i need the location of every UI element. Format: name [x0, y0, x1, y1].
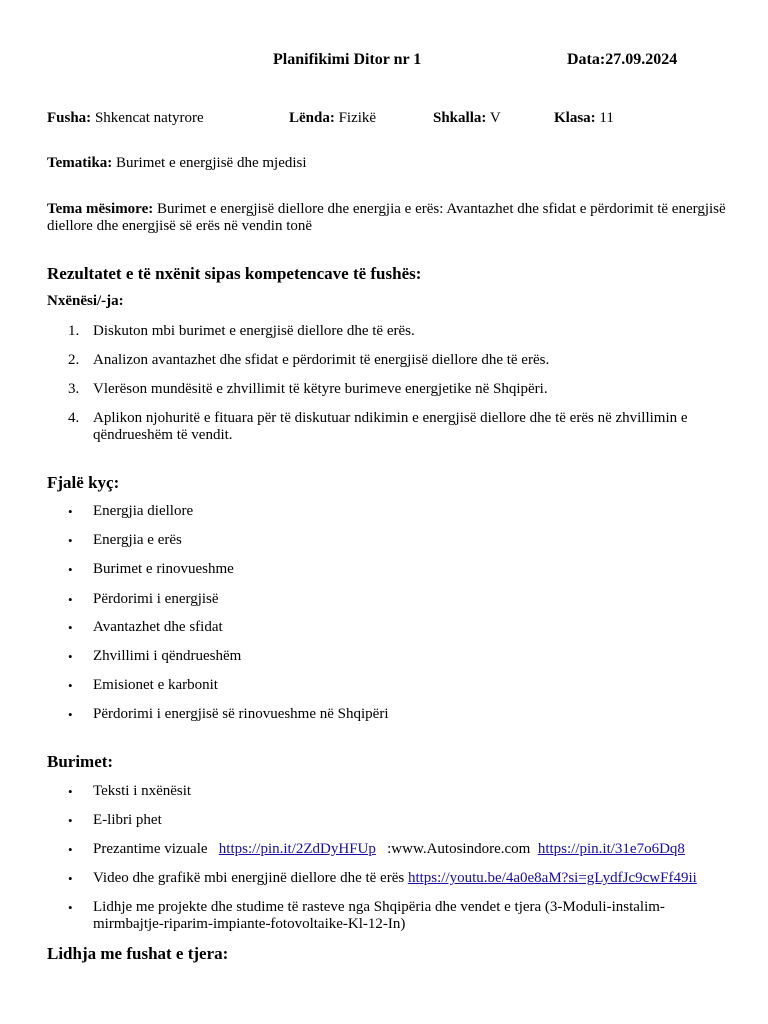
rezultatet-heading: Rezultatet e të nxënit sipas kompetencave të fushës: — [47, 264, 422, 283]
bullet-icon: • — [68, 504, 73, 519]
page-title: Planifikimi Ditor nr 1 — [273, 51, 422, 68]
fjale-kyc-heading: Fjalë kyç: — [47, 473, 120, 492]
tematika: Tematika: Burimet e energjisë dhe mjedisi — [47, 155, 307, 171]
youtube-link[interactable]: https://youtu.be/4a0e8aM?si=gLydfJc9cwFf49ii — [407, 870, 697, 886]
pin-link-2[interactable]: https://pin.it/31e7o6Dq8 — [537, 841, 685, 857]
burimet-heading: Burimet: — [47, 752, 114, 771]
date: Data:27.09.2024 — [567, 51, 678, 68]
shkalla: Shkalla: V — [433, 110, 501, 126]
bullet-icon: • — [68, 900, 73, 915]
tema-mesimore: Tema mësimore: Burimet e energjisë diellore dhe energjia e erës: Avantazhet dhe sfidat e përdorimit të energjisë diellore dhe energjisë së erës në vendin tonë — [47, 201, 726, 234]
nxenesi-label: Nxënësi/-ja: — [47, 293, 124, 309]
klasa: Klasa: 11 — [554, 110, 614, 126]
bullet-icon: • — [68, 813, 73, 828]
bullet-icon: • — [68, 871, 73, 886]
bullet-icon: • — [68, 842, 73, 857]
pin-link-1[interactable]: https://pin.it/2ZdDyHFUp — [218, 841, 376, 857]
bullet-icon: • — [68, 533, 73, 548]
bullet-icon: • — [68, 620, 73, 635]
bullet-icon: • — [68, 707, 73, 722]
bullet-icon: • — [68, 678, 73, 693]
lenda: Lënda: Fizikë — [289, 110, 377, 126]
lidhja-heading: Lidhja me fushat e tjera: — [47, 944, 229, 963]
fusha: Fusha: Shkencat natyrore — [47, 110, 204, 126]
bullet-icon: • — [68, 592, 73, 607]
bullet-icon: • — [68, 649, 73, 664]
bullet-icon: • — [68, 562, 73, 577]
bullet-icon: • — [68, 784, 73, 799]
